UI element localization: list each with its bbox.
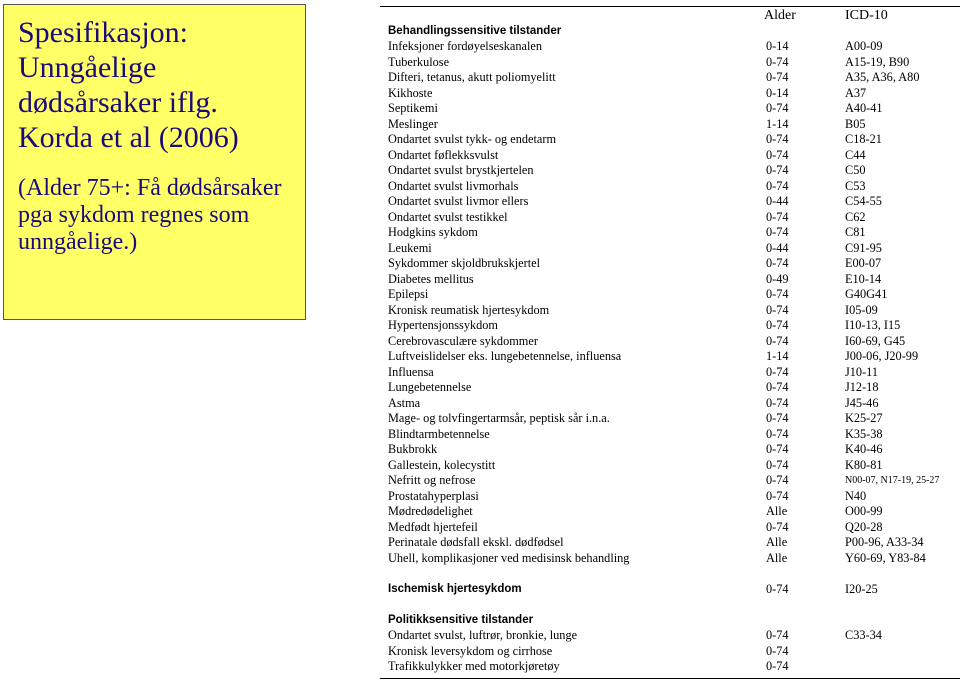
cell-condition: Kikhoste bbox=[388, 85, 433, 100]
cell-age: 0-74 bbox=[766, 643, 789, 658]
table-row bbox=[388, 55, 958, 71]
cell-icd: I10-13, I15 bbox=[845, 318, 901, 332]
table-row bbox=[388, 427, 958, 443]
cell-icd: C54-55 bbox=[845, 194, 882, 208]
cell-icd: A35, A36, A80 bbox=[845, 70, 920, 84]
table-row bbox=[388, 194, 958, 210]
cell-condition: Hodgkins sykdom bbox=[388, 225, 478, 239]
cell-condition: Septikemi bbox=[388, 101, 438, 115]
table-row bbox=[388, 117, 958, 133]
cell-age: 0-74 bbox=[766, 101, 789, 115]
cell-icd: C44 bbox=[845, 147, 866, 162]
cell-age: Alle bbox=[766, 504, 788, 518]
cell-condition: Kronisk leversykdom og cirrhose bbox=[388, 643, 553, 658]
cell-age: 0-74 bbox=[766, 318, 789, 332]
cause-of-death-table bbox=[380, 5, 960, 677]
cell-condition: Mage- og tolvfingertarmsår, peptisk sår i.n.a. bbox=[388, 411, 610, 425]
cell-age: 0-74 bbox=[766, 395, 789, 410]
cell-condition: Diabetes mellitus bbox=[388, 271, 474, 286]
cell-condition: Perinatale dødsfall ekskl. dødfødsel bbox=[388, 535, 564, 549]
table-row bbox=[388, 86, 958, 102]
age-note: (Alder 75+: Få dødsårsaker pga sykdom regnes som unngåelige.) bbox=[18, 175, 282, 255]
cell-icd: K35-38 bbox=[845, 426, 883, 441]
table-row bbox=[388, 101, 958, 117]
cell-icd: J00-06, J20-99 bbox=[845, 349, 919, 363]
table-row bbox=[388, 411, 958, 427]
cell-icd: C81 bbox=[845, 225, 866, 239]
cell-icd: Y60-69, Y83-84 bbox=[845, 550, 926, 565]
cell-condition: Infeksjoner fordøyelseskanalen bbox=[388, 39, 542, 53]
cell-condition: Sykdommer skjoldbrukskjertel bbox=[388, 256, 540, 270]
table-row bbox=[388, 396, 958, 412]
cell-condition: Tuberkulose bbox=[388, 54, 450, 69]
cell-age: 0-74 bbox=[766, 364, 789, 379]
table-row bbox=[388, 132, 958, 148]
cell-icd: I60-69, G45 bbox=[845, 333, 906, 348]
cell-condition: Nefritt og nefrose bbox=[388, 473, 476, 487]
cell-condition: Ondartet føflekksvulst bbox=[388, 147, 499, 162]
cell-age: 0-74 bbox=[766, 457, 789, 472]
ischemic-row bbox=[388, 582, 958, 598]
cell-age: 0-74 bbox=[766, 659, 789, 673]
cell-age: 0-74 bbox=[766, 442, 789, 456]
cell-age: 0-74 bbox=[766, 302, 789, 317]
cell-condition: Mødredødelighet bbox=[388, 504, 473, 518]
cell-condition: Uhell, komplikasjoner ved medisinsk behandling bbox=[388, 550, 630, 565]
table-row bbox=[388, 489, 958, 505]
cell-icd: C53 bbox=[845, 178, 866, 193]
section-title-text: Politikksensitive tilstander bbox=[388, 614, 534, 626]
table-row bbox=[388, 380, 958, 396]
cell-age: 0-74 bbox=[766, 209, 789, 224]
table-top-rule bbox=[380, 6, 960, 7]
cell-condition: Luftveislidelser eks. lungebetennelse, influensa bbox=[388, 349, 622, 363]
table-header-row bbox=[388, 8, 958, 24]
cell-age: 0-74 bbox=[766, 488, 789, 503]
cell-condition: Prostatahyperplasi bbox=[388, 488, 479, 503]
cell-condition: Medfødt hjertefeil bbox=[388, 519, 478, 534]
cell-icd: A00-09 bbox=[845, 39, 883, 53]
cell-age: 0-14 bbox=[766, 85, 789, 100]
cell-age: 0-74 bbox=[766, 70, 789, 84]
cell-age: 0-14 bbox=[766, 39, 789, 53]
cell-age: 1-14 bbox=[766, 349, 789, 363]
cell-icd: E10-14 bbox=[845, 271, 882, 286]
table-row bbox=[388, 535, 958, 551]
table-row bbox=[388, 303, 958, 319]
cell-condition: Ondartet svulst livmorhals bbox=[388, 178, 519, 193]
cell-age: 0-74 bbox=[766, 473, 789, 487]
table-row bbox=[388, 644, 958, 660]
cell-condition: Ondartet svulst brystkjertelen bbox=[388, 163, 534, 177]
cell-age: 0-74 bbox=[766, 163, 789, 177]
cell-icd: P00-96, A33-34 bbox=[845, 535, 924, 549]
cell-age: 0-74 bbox=[766, 411, 789, 425]
table-row bbox=[388, 225, 958, 241]
cell-condition: Kronisk reumatisk hjertesykdom bbox=[388, 302, 550, 317]
cell-age: Alle bbox=[766, 535, 788, 549]
table-row bbox=[388, 551, 958, 567]
cell-condition: Cerebrovasculære sykdommer bbox=[388, 333, 538, 348]
cell-icd: Q20-28 bbox=[845, 519, 883, 534]
cell-condition: Blindtarmbetennelse bbox=[388, 426, 490, 441]
cell-age: 0-74 bbox=[766, 225, 789, 239]
cell-condition: Meslinger bbox=[388, 116, 438, 131]
cell-condition: Influensa bbox=[388, 364, 434, 379]
cell-icd: A15-19, B90 bbox=[845, 54, 910, 69]
cell-icd: K25-27 bbox=[845, 411, 883, 425]
cell-age: 0-74 bbox=[766, 426, 789, 441]
table-row bbox=[388, 520, 958, 536]
cell-condition: Ondartet svulst testikkel bbox=[388, 209, 508, 224]
cell-icd: N00-07, N17-19, 25-27 bbox=[845, 475, 940, 486]
cell-icd: I20-25 bbox=[845, 582, 878, 596]
cell-icd: C91-95 bbox=[845, 240, 882, 255]
cell-condition: Lungebetennelse bbox=[388, 380, 472, 394]
header-age: Alder bbox=[764, 8, 796, 23]
cell-condition: Ischemisk hjertesykdom bbox=[388, 583, 522, 595]
table-row bbox=[388, 163, 958, 179]
table-row bbox=[388, 272, 958, 288]
cell-condition: Bukbrokk bbox=[388, 442, 438, 456]
cell-condition: Ondartet svulst, luftrør, bronkie, lunge bbox=[388, 628, 578, 642]
cell-age: 0-74 bbox=[766, 582, 789, 596]
table-row bbox=[388, 349, 958, 365]
cell-age: 0-74 bbox=[766, 287, 789, 301]
cell-icd: C50 bbox=[845, 163, 866, 177]
cell-icd: C62 bbox=[845, 209, 866, 224]
cell-age: 0-74 bbox=[766, 628, 789, 642]
cell-condition: Astma bbox=[388, 395, 421, 410]
table-row bbox=[388, 256, 958, 272]
table-row bbox=[388, 70, 958, 86]
table-row bbox=[388, 39, 958, 55]
cell-age: 0-44 bbox=[766, 240, 789, 255]
cell-age: 0-74 bbox=[766, 333, 789, 348]
cell-age: 0-74 bbox=[766, 380, 789, 394]
table-row bbox=[388, 659, 958, 675]
table-row bbox=[388, 148, 958, 164]
cell-condition: Ondartet svulst tykk- og endetarm bbox=[388, 132, 557, 146]
table-row bbox=[388, 473, 958, 489]
cell-icd: I05-09 bbox=[845, 302, 878, 317]
cell-age: 0-74 bbox=[766, 519, 789, 534]
title-box bbox=[3, 4, 306, 320]
cell-icd: C18-21 bbox=[845, 132, 882, 146]
table-row bbox=[388, 179, 958, 195]
section-title-treatment bbox=[388, 24, 958, 40]
slide-title: Spesifikasjon: Unngåelige dødsårsaker iflg. Korda et al (2006) bbox=[18, 16, 239, 154]
section-title-policy bbox=[388, 613, 958, 629]
cell-icd: E00-07 bbox=[845, 256, 882, 270]
table-row bbox=[388, 628, 958, 644]
table-row bbox=[388, 318, 958, 334]
cell-icd: J12-18 bbox=[845, 380, 879, 394]
cell-age: Alle bbox=[766, 550, 788, 565]
header-icd: ICD-10 bbox=[845, 8, 888, 23]
table-row bbox=[388, 504, 958, 520]
table-row bbox=[388, 241, 958, 257]
cell-condition: Gallestein, kolecystitt bbox=[388, 457, 496, 472]
cell-icd: K40-46 bbox=[845, 442, 883, 456]
cell-icd: N40 bbox=[845, 488, 867, 503]
cell-icd: A40-41 bbox=[845, 101, 883, 115]
table-row bbox=[388, 442, 958, 458]
section-title-text: Behandlingssensitive tilstander bbox=[388, 25, 562, 37]
cell-icd: A37 bbox=[845, 85, 867, 100]
table-row bbox=[388, 287, 958, 303]
cell-condition: Leukemi bbox=[388, 240, 432, 255]
cell-condition: Trafikkulykker med motorkjøretøy bbox=[388, 659, 560, 673]
cell-age: 0-74 bbox=[766, 54, 789, 69]
table-row bbox=[388, 210, 958, 226]
cell-icd: G40G41 bbox=[845, 287, 888, 301]
cell-icd: C33-34 bbox=[845, 628, 882, 642]
cell-icd: O00-99 bbox=[845, 504, 883, 518]
cell-icd: B05 bbox=[845, 116, 866, 131]
cell-condition: Epilepsi bbox=[388, 287, 429, 301]
cell-icd: K80-81 bbox=[845, 457, 883, 472]
cell-age: 0-74 bbox=[766, 256, 789, 270]
cell-age: 0-74 bbox=[766, 178, 789, 193]
table-row bbox=[388, 458, 958, 474]
cell-condition: Difteri, tetanus, akutt poliomyelitt bbox=[388, 70, 556, 84]
cell-age: 1-14 bbox=[766, 116, 789, 131]
cell-condition: Ondartet svulst livmor ellers bbox=[388, 194, 529, 208]
table-row bbox=[388, 365, 958, 381]
cell-age: 0-44 bbox=[766, 194, 789, 208]
cell-age: 0-74 bbox=[766, 147, 789, 162]
cell-icd: J45-46 bbox=[845, 395, 879, 410]
table-row bbox=[388, 334, 958, 350]
cell-icd: J10-11 bbox=[845, 364, 879, 379]
cell-age: 0-74 bbox=[766, 132, 789, 146]
cell-age: 0-49 bbox=[766, 271, 789, 286]
cell-condition: Hypertensjonssykdom bbox=[388, 318, 498, 332]
